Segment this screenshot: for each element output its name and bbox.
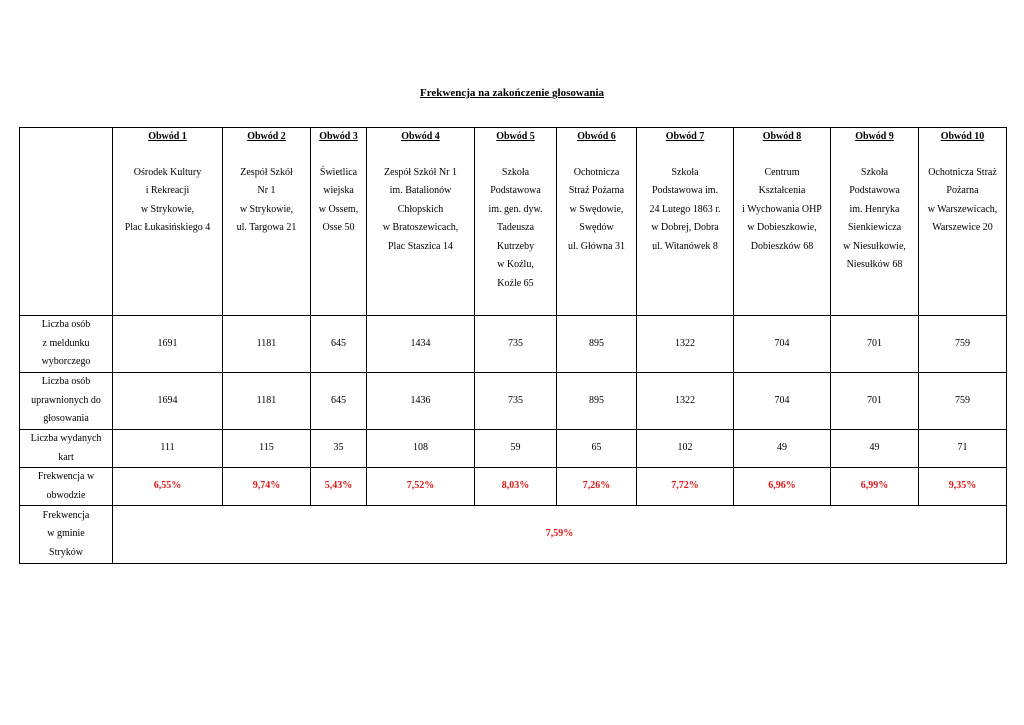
district-address: Świetlica wiejska w Ossem, Osse 50 (318, 166, 359, 233)
registered-voters-row (20, 316, 1007, 373)
table-cell: 1181 (223, 373, 311, 430)
turnout-value: 5,43% (311, 468, 367, 506)
municipality-turnout-value: 7,59% (113, 506, 1007, 564)
table-cell: 735 (475, 316, 557, 373)
turnout-value: 7,72% (637, 468, 734, 506)
district-address: Centrum Kształcenia i Wychowania OHP w Dobieszkowie, Dobieszków 68 (742, 166, 822, 252)
turnout-value: 6,55% (113, 468, 223, 506)
table-cell: 701 (831, 373, 919, 430)
table-cell: 759 (919, 373, 1007, 430)
header-row (20, 128, 1007, 316)
table-cell: 71 (919, 430, 1007, 468)
district-address: Szkoła Podstawowa im. gen. dyw. Tadeusza Kutrzeby w Koźlu, Koźle 65 (488, 166, 543, 289)
turnout-value: 6,96% (734, 468, 831, 506)
district-header (113, 128, 223, 316)
table-cell: 1322 (637, 373, 734, 430)
turnout-value: 9,74% (223, 468, 311, 506)
table-cell: 65 (557, 430, 637, 468)
district-header (311, 128, 367, 316)
district-name: Obwód 10 (940, 131, 985, 142)
turnout-value: 8,03% (475, 468, 557, 506)
district-name: Obwód 8 (762, 131, 802, 142)
table-cell: 1694 (113, 373, 223, 430)
table-cell: 735 (475, 373, 557, 430)
table-cell: 1434 (367, 316, 475, 373)
table-cell: 645 (311, 373, 367, 430)
table-cell: 49 (831, 430, 919, 468)
district-address: Ośrodek Kultury i Rekreacji w Strykowie, Plac Łukasińskiego 4 (124, 166, 211, 233)
table-cell: 59 (475, 430, 557, 468)
table-cell: 102 (637, 430, 734, 468)
district-name: Obwód 1 (148, 131, 187, 142)
table-cell: 1322 (637, 316, 734, 373)
district-address: Zespół Szkół Nr 1 im. Batalionów Chłopskich w Bratoszewicach, Plac Staszica 14 (382, 166, 459, 252)
table-cell: 895 (557, 316, 637, 373)
district-name: Obwód 7 (665, 131, 705, 142)
table-cell: 108 (367, 430, 475, 468)
table-cell: 895 (557, 373, 637, 430)
district-address: Zespół Szkół Nr 1 w Strykowie, ul. Targowa 21 (236, 166, 297, 233)
turnout-value: 7,52% (367, 468, 475, 506)
municipality-turnout-row (20, 506, 1007, 564)
district-name: Obwód 3 (319, 131, 358, 142)
table-cell: 1691 (113, 316, 223, 373)
table-cell: 704 (734, 316, 831, 373)
turnout-table (19, 127, 1007, 564)
turnout-value: 6,99% (831, 468, 919, 506)
row-label: Frekwencja w obwodzie (20, 468, 113, 506)
district-name: Obwód 5 (496, 131, 535, 142)
corner-cell (20, 128, 113, 316)
district-turnout-row (20, 468, 1007, 506)
district-name: Obwód 6 (577, 131, 616, 142)
district-address: Ochotnicza Straż Pożarna w Warszewicach, Warszewice 20 (927, 166, 998, 233)
table-cell: 49 (734, 430, 831, 468)
table-cell: 759 (919, 316, 1007, 373)
district-address: Szkoła Podstawowa im. 24 Lutego 1863 r. w Dobrej, Dobra ul. Witanówek 8 (649, 166, 721, 252)
district-address: Ochotnicza Straż Pożarna w Swędowie, Swędów ul. Główna 31 (568, 166, 625, 252)
district-header (557, 128, 637, 316)
district-header (223, 128, 311, 316)
table-cell: 111 (113, 430, 223, 468)
table-cell: 704 (734, 373, 831, 430)
district-header (637, 128, 734, 316)
table-cell: 1181 (223, 316, 311, 373)
row-label: Liczba osób uprawnionych do głosowania (20, 373, 113, 430)
row-label: Liczba wydanych kart (20, 430, 113, 468)
issued-ballots-row (20, 430, 1007, 468)
district-header (367, 128, 475, 316)
turnout-value: 9,35% (919, 468, 1007, 506)
district-header (919, 128, 1007, 316)
district-header (475, 128, 557, 316)
row-label: Liczba osób z meldunku wyborczego (20, 316, 113, 373)
eligible-voters-row (20, 373, 1007, 430)
table-cell: 35 (311, 430, 367, 468)
row-label: Frekwencja w gminie Stryków (20, 506, 113, 564)
district-name: Obwód 4 (401, 131, 440, 142)
district-name: Obwód 2 (247, 131, 286, 142)
table-cell: 645 (311, 316, 367, 373)
district-header (734, 128, 831, 316)
turnout-value: 7,26% (557, 468, 637, 506)
table-cell: 1436 (367, 373, 475, 430)
table-cell: 115 (223, 430, 311, 468)
document-title: Frekwencja na zakończenie głosowania (419, 87, 605, 99)
district-address: Szkoła Podstawowa im. Henryka Sienkiewicza w Niesułkowie, Niesułków 68 (843, 166, 906, 270)
table-cell: 701 (831, 316, 919, 373)
district-name: Obwód 9 (855, 131, 894, 142)
district-header (831, 128, 919, 316)
